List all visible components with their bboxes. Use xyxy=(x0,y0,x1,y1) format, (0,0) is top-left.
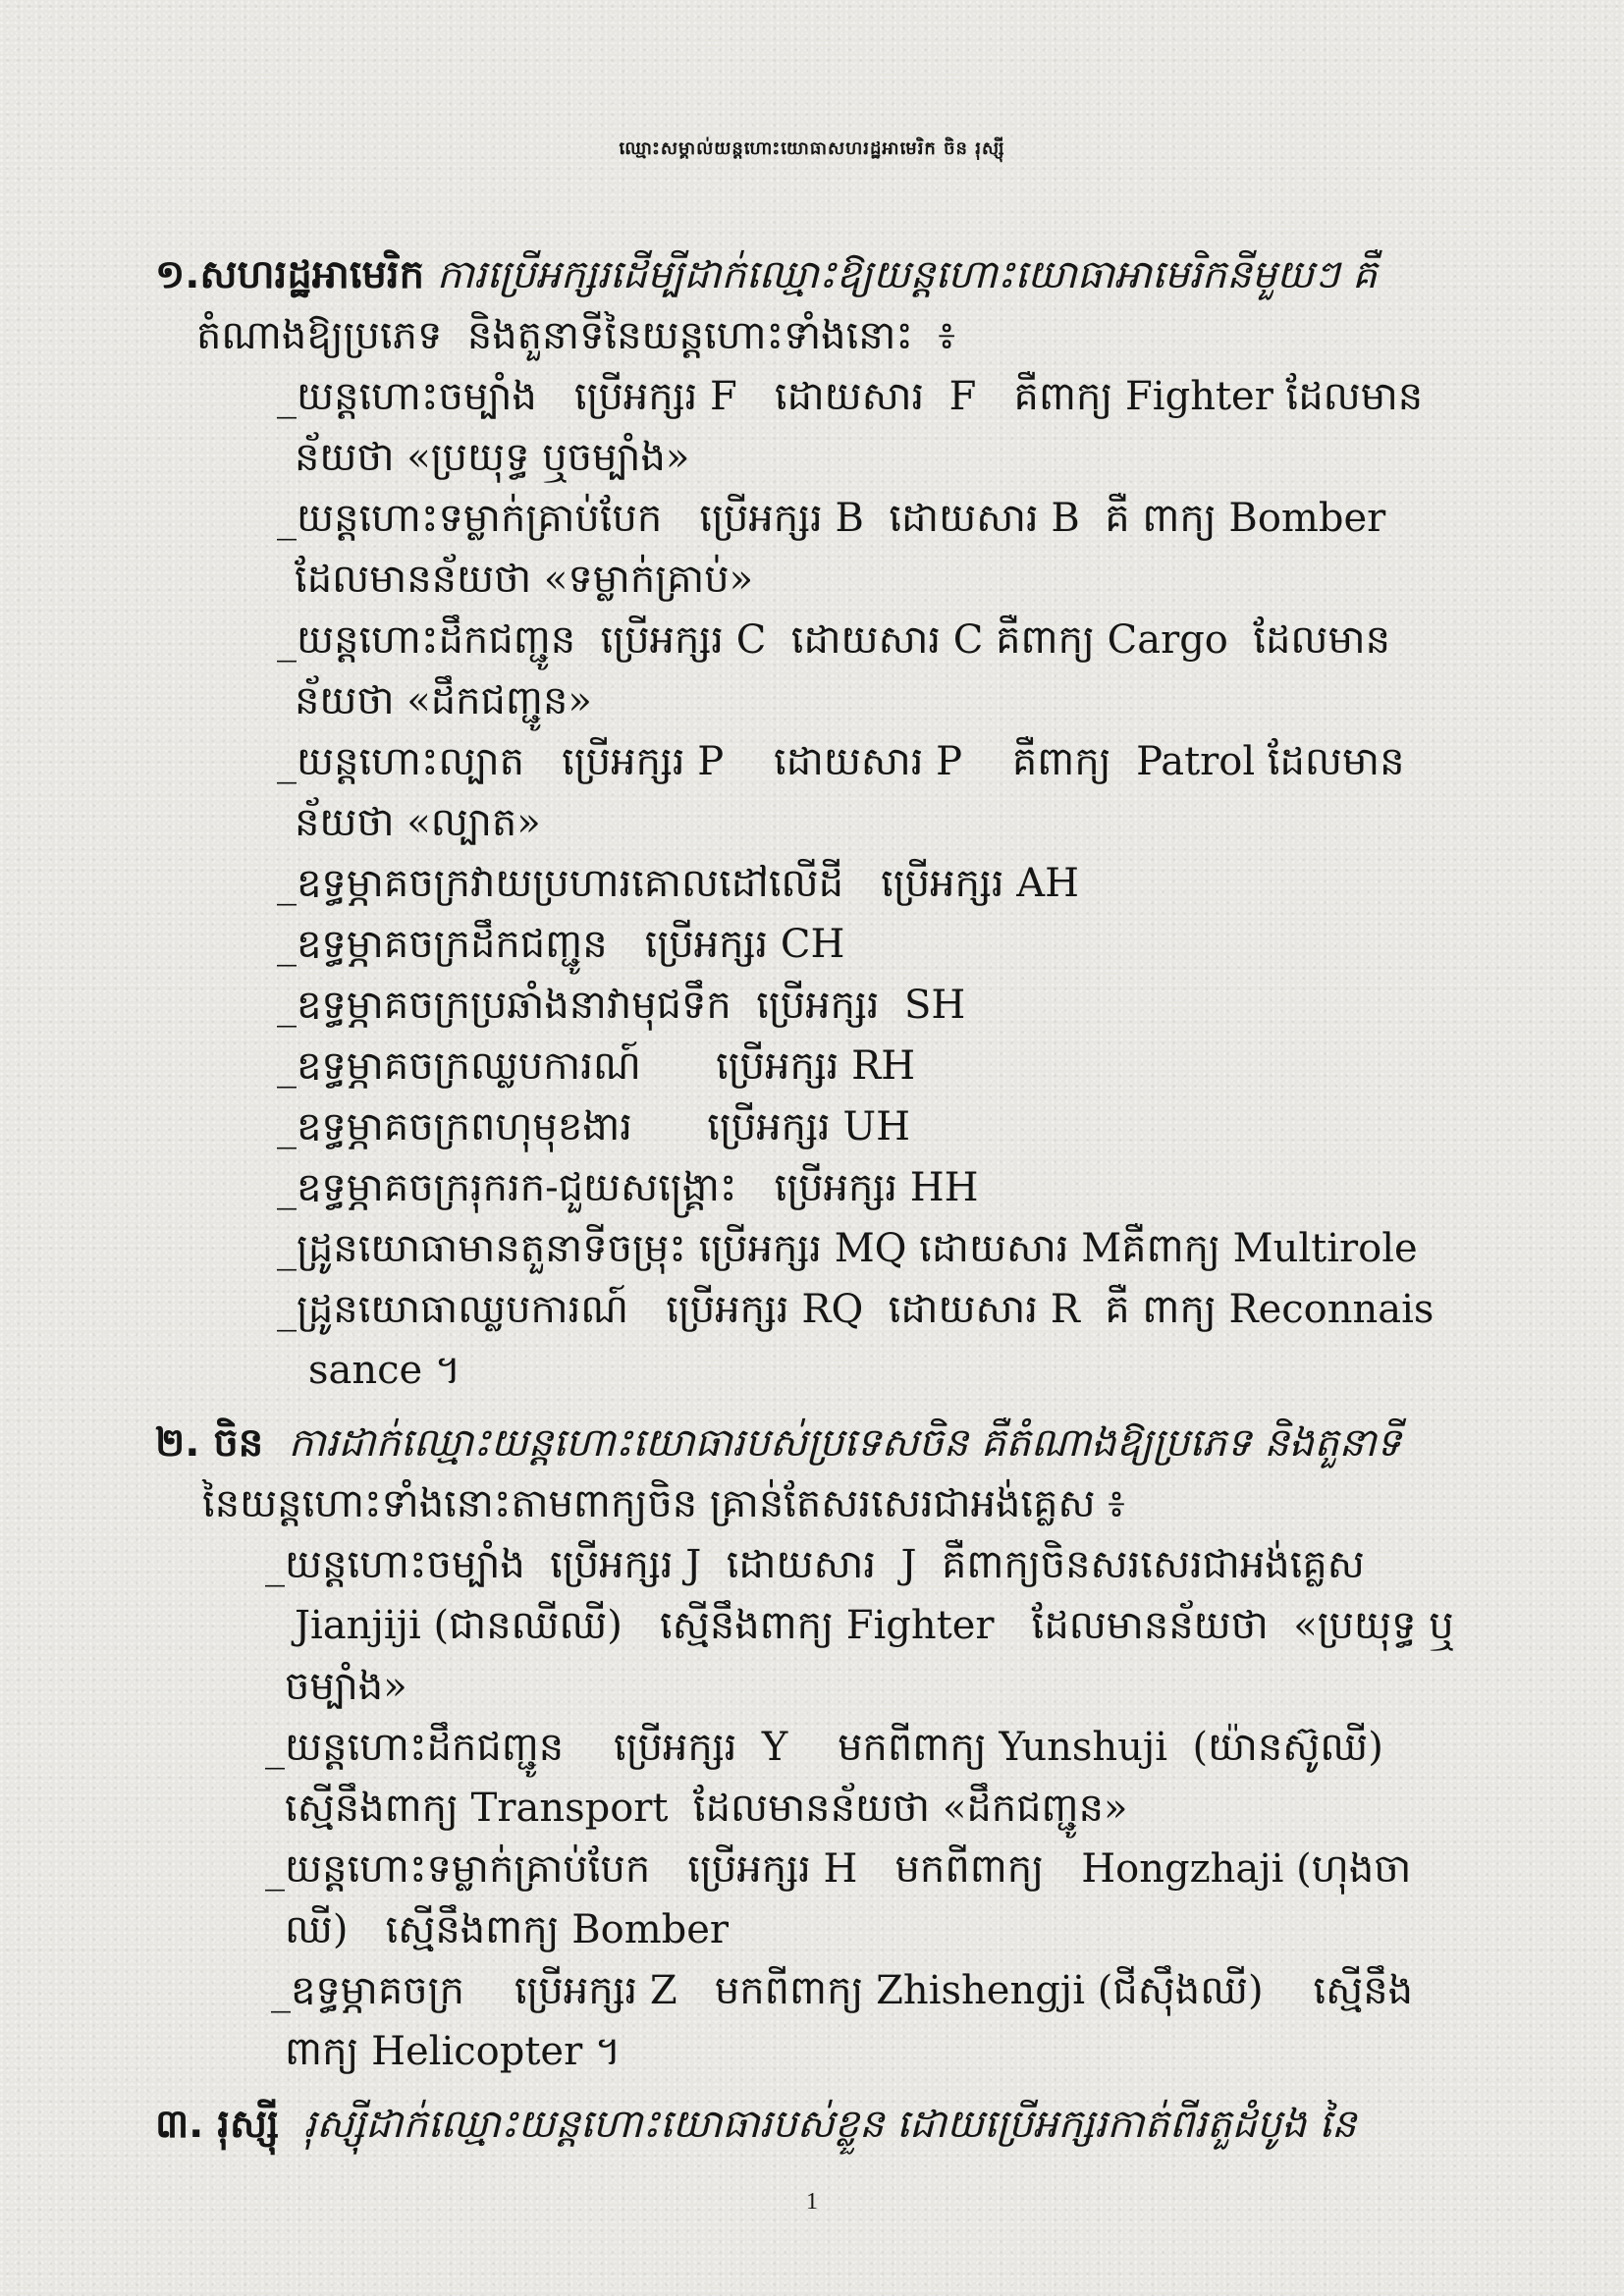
list-item-patrol: _យន្តហោះល្បាត ប្រើអក្សរ P ដោយសារ P គឺពាក្យ Patrol ដែលមាន xyxy=(277,739,1405,784)
list-item-rq: _ដ្រូនយោធាឈ្លបការណ៍ ប្រើអក្សរ RQ ដោយសារ R គឺ ពាក្យ Reconnais xyxy=(277,1287,1435,1332)
page-number: 1 xyxy=(806,2189,818,2215)
list-item-continuation: ចម្បាំង» xyxy=(285,1664,407,1709)
list-item-uh: _ឧទ្ធម្ភាគចក្រពហុមុខងារ ប្រើអក្សរ UH xyxy=(277,1104,910,1149)
list-item-rh: _ឧទ្ធម្ភាគចក្រឈ្លបការណ៍ ប្រើអក្សរ RH xyxy=(277,1043,916,1089)
list-item-ah: _ឧទ្ធម្ភាគចក្រវាយប្រហារគោលដៅលើដី ប្រើអក្សរ AH xyxy=(277,861,1080,906)
list-item-mq: _ដ្រូនយោធាមានតួនាទីចម្រុះ ប្រើអក្សរ MQ ដោយសារ Mគឺពាក្យ Multirole xyxy=(277,1226,1418,1271)
list-item-continuation: ឈី) ស្មើនឹងពាក្យ Bomber xyxy=(285,1907,730,1952)
heading-label: ២. ចិន xyxy=(155,1420,264,1466)
list-item-z: _ឧទ្ធម្ភាគចក្រ ប្រើអក្សរ Z មកពីពាក្យ Zhishengji (ជីស៊ឹងឈី) ស្មើនឹង xyxy=(271,1968,1414,2013)
heading-label: ៣. រុស្ស៊ី xyxy=(155,2102,279,2147)
list-item-cargo: _យន្តហោះដឹកជញ្ជូន ប្រើអក្សរ C ដោយសារ C គឺពាក្យ Cargo ដែលមាន xyxy=(277,617,1390,663)
section-heading-russia xyxy=(155,2095,1356,2154)
list-item-y: _យន្តហោះដឹកជញ្ជូន ប្រើអក្សរ Y មកពីពាក្យ Yunshuji (យ៉ានស៊ូឈី) xyxy=(265,1725,1383,1770)
list-item-bomber: _យន្តហោះទម្លាក់គ្រាប់បែក ប្រើអក្សរ B ដោយសារ B គឺ ពាក្យ Bomber xyxy=(277,496,1386,541)
list-item-fighter: _យន្តហោះចម្បាំង ប្រើអក្សរ F ដោយសារ F គឺពាក្យ Fighter ដែលមាន xyxy=(277,374,1424,419)
list-item-j: _យន្តហោះចម្បាំង ប្រើអក្សរ J ដោយសារ J គឺពាក្យចិនសរសេរជាអង់គ្លេស xyxy=(265,1542,1365,1587)
paragraph-text: ការប្រើអក្សរដើម្បីដាក់ឈ្មោះឱ្យយន្តហោះយោធាអាមេរិកនីមួយៗ គឺ xyxy=(423,252,1378,297)
paragraph-line: នៃយន្តហោះទាំងនោះតាមពាក្យចិន គ្រាន់តែសរសេរជាអង់គ្លេស ៖ xyxy=(202,1481,1125,1526)
paragraph-line: តំណាងឱ្យប្រភេទ និងតួនាទីនៃយន្តហោះទាំងនោះ ៖ xyxy=(196,313,955,358)
list-item-continuation: ដែលមានន័យថា «ទម្លាក់គ្រាប់» xyxy=(295,557,754,602)
list-item-continuation: ស្មើនឹងពាក្យ Transport ដែលមានន័យថា «ដឹកជញ្ជូន» xyxy=(285,1786,1128,1831)
list-item-continuation: sance ។ xyxy=(308,1348,461,1393)
list-item-continuation: ន័យថា «ដឹកជញ្ជូន» xyxy=(295,678,592,723)
section-heading-usa xyxy=(155,245,1378,304)
list-item-continuation: Jianjiji (ជានឈីឈី) ស្មើនឹងពាក្យ Fighter ដែលមានន័យថា «ប្រយុទ្ធ ឬ xyxy=(295,1603,1454,1648)
list-item-h: _យន្តហោះទម្លាក់គ្រាប់បែក ប្រើអក្សរ H មកពីពាក្យ Hongzhaji (ហុងចា xyxy=(265,1846,1412,1892)
page-title: ឈ្មោះសម្គាល់យន្តហោះយោធាសហរដ្ឋអាមេរិក ចិន រុស្ស៊ី xyxy=(619,138,1005,159)
list-item-continuation: ន័យថា «ប្រយុទ្ធ ឬចម្បាំង» xyxy=(295,435,690,480)
paragraph-text: ការដាក់ឈ្មោះយន្តហោះយោធារបស់ប្រទេសចិន គឺតំណាងឱ្យប្រភេទ និងតួនាទី xyxy=(263,1420,1402,1466)
heading-label: ១.សហរដ្ឋអាមេរិក xyxy=(155,252,424,297)
list-item-continuation: ពាក្យ Helicopter ។ xyxy=(285,2029,622,2074)
list-item-continuation: ន័យថា «ល្បាត» xyxy=(295,800,541,845)
section-heading-china xyxy=(155,1414,1401,1472)
paragraph-text: រុស្ស៊ីដាក់ឈ្មោះយន្តហោះយោធារបស់ខ្លួន ដោយប្រើអក្សរកាត់ពីរតួដំបូង នៃ xyxy=(279,2102,1357,2147)
list-item-sh: _ឧទ្ធម្ភាគចក្រប្រឆាំងនាវាមុជទឹក ប្រើអក្សរ SH xyxy=(277,983,966,1028)
list-item-ch: _ឧទ្ធម្ភាគចក្រដឹកជញ្ជូន ប្រើអក្សរ CH xyxy=(277,922,845,967)
list-item-hh: _ឧទ្ធម្ភាគចក្ររុករក-ជួយសង្គ្រោះ ប្រើអក្សរ HH xyxy=(277,1165,979,1210)
